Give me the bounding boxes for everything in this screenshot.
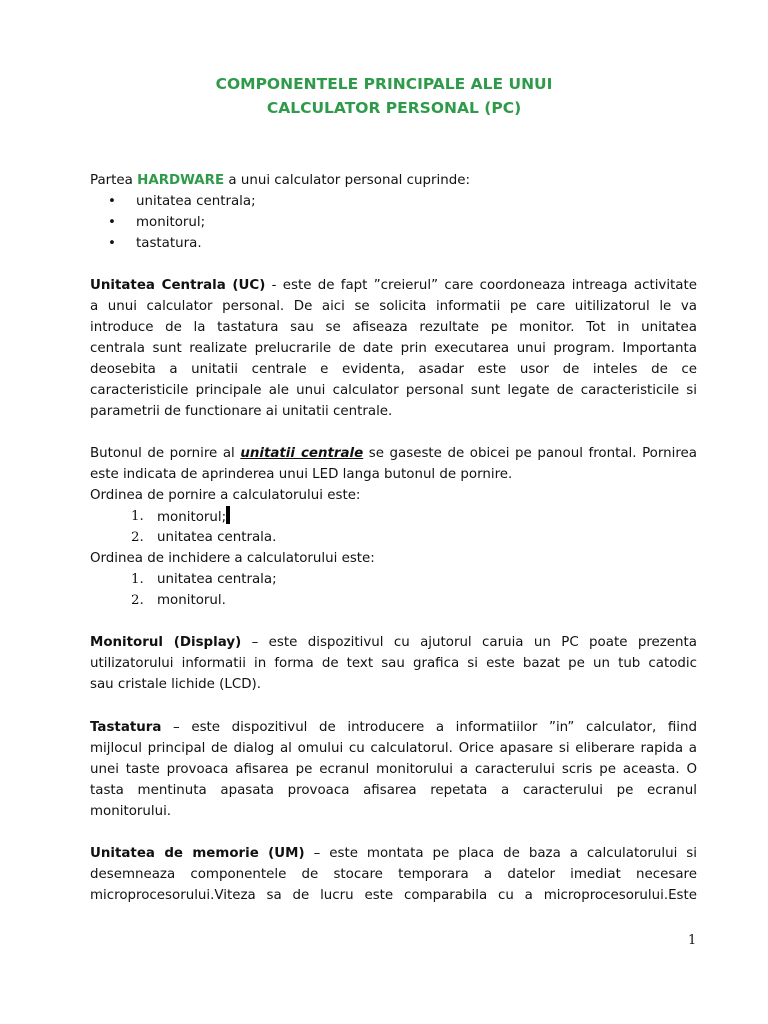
memory-paragraph-line: desemneaza componentele de stocare temporara a datelor imediat necesare xyxy=(90,867,697,882)
monitor-paragraph-line: utilizatorului informatii in forma de text sau grafica si este bazat pe un tub catodic xyxy=(90,656,697,671)
uc-term: Unitatea Centrala (UC) xyxy=(90,278,266,293)
uc-paragraph-line: a unui calculator personal. De aici se solicita informatii pe care uitilizatorul le va xyxy=(90,299,697,314)
uc-paragraph-line: centrala sunt realizate prelucrarile de date prin executarea unui program. Importanta xyxy=(90,341,697,356)
hardware-intro: Partea HARDWARE a unui calculator personal cuprinde: xyxy=(90,173,470,188)
memory-paragraph-line: microprocesorului.Viteza sa de lucru este comparabila cu a microprocesorului.Este xyxy=(90,888,697,903)
monitor-paragraph-line: Monitorul (Display) – este dispozitivul cu ajutorul caruia un PC poate prezenta xyxy=(90,635,697,650)
start-order-heading: Ordinea de pornire a calculatorului este: xyxy=(90,488,361,503)
keyboard-paragraph-line: Tastatura – este dispozitivul de introducere a informatiilor ”in” calculator, fiind xyxy=(90,720,697,735)
list-number: 1. xyxy=(131,572,144,587)
hardware-keyword: HARDWARE xyxy=(137,173,225,188)
list-number: 2. xyxy=(131,593,144,608)
list-item: monitorul; xyxy=(136,215,206,230)
list-item: tastatura. xyxy=(136,236,202,251)
power-paragraph-line: Butonul de pornire al unitatii centrale se gaseste de obicei pe panoul frontal. Pornirea xyxy=(90,446,697,461)
keyboard-paragraph-line: tasta mentinuta apasata provoaca afisarea repetata a caracterului pe ecranul xyxy=(90,783,697,798)
bullet-icon: • xyxy=(108,215,116,230)
bullet-icon: • xyxy=(108,236,116,251)
uc-paragraph-line: caracteristicile principale ale unui calculator personal sunt legate de caracteristicile si xyxy=(90,383,697,398)
list-number: 1. xyxy=(131,509,144,524)
monitor-term: Monitorul (Display) xyxy=(90,635,242,650)
stop-order-heading: Ordinea de inchidere a calculatorului este: xyxy=(90,551,375,566)
keyboard-term: Tastatura xyxy=(90,720,162,735)
list-number: 2. xyxy=(131,530,144,545)
keyboard-paragraph-line: mijlocul principal de dialog al omului cu calculatorul. Orice apasare si eliberare rapida a xyxy=(90,741,697,756)
list-item: unitatea centrala; xyxy=(157,572,277,587)
keyboard-paragraph-line: unei taste provoaca afisarea pe ecranul monitorului a caracterului scris pe aceasta. O xyxy=(90,762,697,777)
list-item: monitorul; xyxy=(157,506,230,528)
memory-term: Unitatea de memorie (UM) xyxy=(90,846,305,861)
uc-paragraph-line: introduce de la tastatura sau se afiseaza rezultate pe monitor. Tot in unitatea xyxy=(90,320,697,335)
page-number: 1 xyxy=(688,933,697,948)
memory-paragraph-line: Unitatea de memorie (UM) – este montata pe placa de baza a calculatorului si xyxy=(90,846,697,861)
uc-paragraph-line: Unitatea Centrala (UC) - este de fapt ”creierul” care coordoneaza intreaga activitate xyxy=(90,278,698,293)
power-paragraph-line: este indicata de aprinderea unui LED langa butonul de pornire. xyxy=(90,467,513,482)
list-item: unitatea centrala; xyxy=(136,194,256,209)
list-item: monitorul. xyxy=(157,593,226,608)
list-item: unitatea centrala. xyxy=(157,530,277,545)
monitor-paragraph-line: sau cristale lichide (LCD). xyxy=(90,677,261,692)
text-cursor xyxy=(226,506,230,524)
uc-paragraph-line: deosebita a unitatii centrale e evidenta, asadar este usor de inteles de ce xyxy=(90,362,697,377)
title-line-1: COMPONENTELE PRINCIPALE ALE UNUI xyxy=(215,75,553,93)
bullet-icon: • xyxy=(108,194,116,209)
title-line-2: CALCULATOR PERSONAL (PC) xyxy=(266,99,522,117)
uc-paragraph-line: parametrii de functionare ai unitatii centrale. xyxy=(90,404,393,419)
keyboard-paragraph-line: monitorului. xyxy=(90,804,172,819)
uc-link-term: unitatii centrale xyxy=(240,446,364,461)
